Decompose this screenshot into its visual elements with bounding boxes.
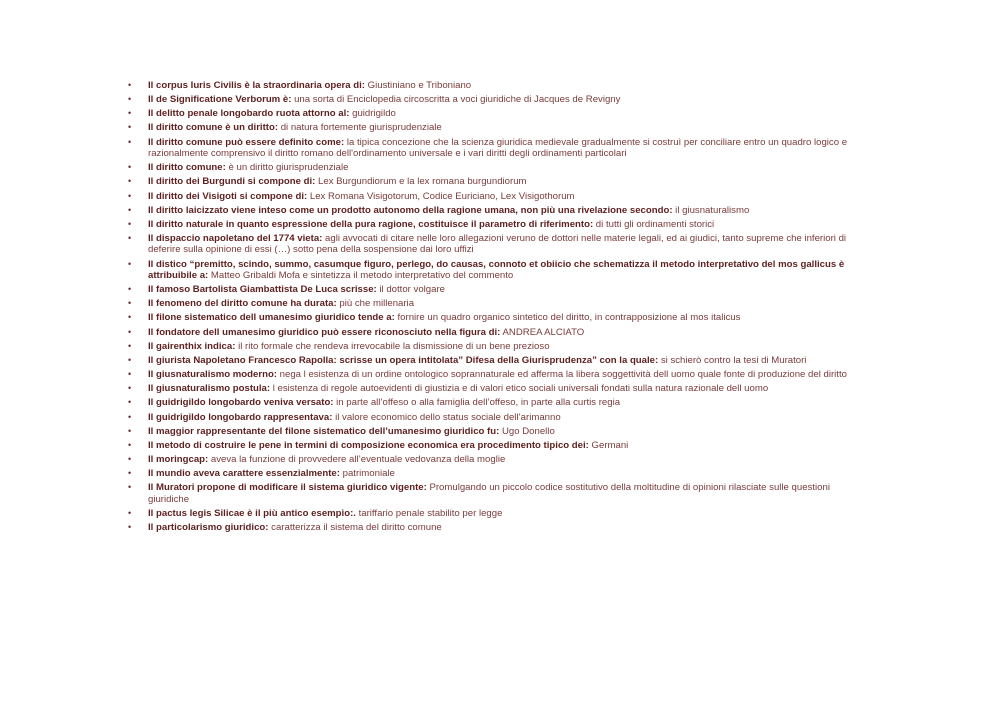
- list-item: [128, 191, 868, 202]
- list-item: [128, 482, 868, 505]
- item-text: [148, 482, 868, 505]
- bullet-icon: •: [128, 312, 132, 323]
- item-text: [148, 369, 868, 380]
- bullet-icon: •: [128, 507, 132, 518]
- item-definition: l esistenza di regole autoevidenti di giustizia e di valori etico sociali universali fondati sulla natura razionale dell uomo: [270, 383, 769, 395]
- list-item: [128, 383, 868, 394]
- bullet-icon: •: [128, 232, 132, 243]
- item-definition: Germani: [588, 439, 629, 451]
- item-definition: Lex Romana Visigotorum, Codice Euriciano, Lex Visigothorum: [307, 190, 575, 202]
- item-text: [148, 233, 868, 256]
- bullet-icon: •: [128, 108, 132, 119]
- list-item: [128, 205, 868, 216]
- list-item: [128, 219, 868, 230]
- item-term: Il diritto comune:: [148, 162, 226, 174]
- bullet-icon: •: [128, 411, 132, 422]
- item-text: [148, 205, 868, 216]
- bullet-icon: •: [128, 176, 132, 187]
- item-text: [148, 162, 868, 173]
- list-item: [128, 233, 868, 256]
- item-text: [148, 284, 868, 295]
- list-item: [128, 468, 868, 479]
- bullet-icon: •: [128, 482, 132, 493]
- item-text: [148, 426, 868, 437]
- item-text: [148, 94, 868, 105]
- item-text: [148, 397, 868, 408]
- item-definition: di tutti gli ordinamenti storici: [593, 218, 715, 230]
- item-definition: fornire un quadro organico sintetico del diritto, in contrapposizione al mos italicus: [394, 312, 741, 324]
- item-term: Il dispaccio napoletano del 1774 vieta:: [148, 232, 323, 244]
- list-item: [128, 284, 868, 295]
- item-term: Il particolarismo giuridico:: [148, 522, 269, 533]
- item-definition: la tipica concezione che la scienza giuridica medievale gradualmente si costruì per conciliare entro un quadro logico e razionalmente comprensivo il diritto romano dell'ordinamento universale e i vari diritti degli ordinamenti particolari: [148, 136, 848, 160]
- item-term: Il Muratori propone di modificare il sistema giuridico vigente:: [148, 482, 427, 494]
- item-text: [148, 312, 868, 323]
- bullet-icon: •: [128, 522, 132, 532]
- list-item: [128, 522, 868, 533]
- item-definition: una sorta di Enciclopedia circoscritta a voci giuridiche di Jacques de Revigny: [291, 94, 621, 106]
- bullet-icon: •: [128, 354, 132, 365]
- item-definition: Ugo Donello: [499, 425, 555, 437]
- item-term: Il metodo di costruire le pene in termini di composizione economica era procedimento tipico dei:: [148, 439, 589, 451]
- list-item: [128, 327, 868, 338]
- item-definition: il rito formale che rendeva irrevocabile la dismissione di un bene prezioso: [235, 340, 550, 352]
- item-text: [148, 108, 868, 119]
- list-item: [128, 412, 868, 423]
- item-text: [148, 522, 868, 533]
- item-term: Il famoso Bartolista Giambattista De Luca scrisse:: [148, 284, 377, 296]
- item-definition: il dottor volgare: [376, 284, 445, 296]
- item-definition: Giustiniano e Triboniano: [365, 80, 472, 91]
- item-definition: aveva la funzione di provvedere all’eventuale vedovanza della moglie: [208, 453, 506, 465]
- item-term: Il filone sistematico dell umanesimo giuridico tende a:: [148, 312, 395, 324]
- bullet-icon: •: [128, 468, 132, 479]
- list-item: [128, 94, 868, 105]
- list-item: [128, 341, 868, 352]
- bullet-icon: •: [128, 425, 132, 436]
- bullet-icon: •: [128, 94, 132, 105]
- list-item: [128, 454, 868, 465]
- item-definition: caratterizza il sistema del diritto comune: [268, 522, 442, 533]
- item-definition: Matteo Gribaldi Mofa e sintetizza il metodo interpretativo del commento: [208, 269, 514, 281]
- item-definition: il valore economico dello status sociale dell’arimanno: [332, 411, 561, 423]
- item-definition: è un diritto giurisprudenziale: [225, 162, 349, 174]
- bullet-icon: •: [128, 326, 132, 337]
- item-text: [148, 191, 868, 202]
- bullet-icon: •: [128, 284, 132, 295]
- item-term: Il giurista Napoletano Francesco Rapolla: scrisse un opera intitolata” Difesa della Giurisprudenza” con la quale:: [148, 354, 659, 366]
- bullet-icon: •: [128, 80, 132, 90]
- list-item: [128, 80, 868, 91]
- list-item: [128, 312, 868, 323]
- item-term: Il mundio aveva carattere essenzialmente:: [148, 468, 340, 480]
- item-term: Il delitto penale longobardo ruota attorno al:: [148, 108, 350, 120]
- item-term: Il diritto comune può essere definito come:: [148, 136, 345, 148]
- item-text: [148, 219, 868, 230]
- list-item: [128, 355, 868, 366]
- item-definition: più che millenaria: [336, 298, 415, 310]
- item-definition: Promulgando un piccolo codice sostitutivo della moltitudine di opinioni rilasciate sulle questioni giuridiche: [148, 482, 830, 505]
- bullet-icon: •: [128, 190, 132, 201]
- list-item: [128, 397, 868, 408]
- item-text: [148, 176, 868, 187]
- item-term: Il guidrigildo longobardo rappresentava:: [148, 411, 333, 423]
- bullet-icon: •: [128, 453, 132, 464]
- item-definition: patrimoniale: [339, 468, 395, 480]
- list-item: [128, 162, 868, 173]
- item-term: Il diritto naturale in quanto espressione della pura ragione, costituisce il parametro di riferimento:: [148, 218, 594, 230]
- bullet-icon: •: [128, 218, 132, 229]
- item-text: [148, 259, 868, 282]
- item-definition: in parte all’offeso o alla famiglia dell’offeso, in parte alla curtis regia: [333, 397, 621, 409]
- item-term: Il diritto dei Burgundi si compone di:: [148, 176, 316, 188]
- bullet-icon: •: [128, 258, 132, 269]
- list-item: [128, 122, 868, 133]
- list-item: [128, 108, 868, 119]
- bullet-icon: •: [128, 204, 132, 215]
- bullet-icon: •: [128, 122, 132, 133]
- item-term: Il diritto laicizzato viene inteso come un prodotto autonomo della ragione umana, non più una rivelazione secondo:: [148, 204, 673, 216]
- bullet-icon: •: [128, 136, 132, 147]
- item-definition: tariffario penale stabilito per legge: [355, 507, 503, 519]
- item-term: Il distico “premitto, scindo, summo, casumque figuro, perlego, do causas, connoto et obiicio che schematizza il metodo interpretativo del mos gallicus è attribuibile a:: [148, 258, 845, 281]
- definition-list: [128, 80, 868, 536]
- item-text: [148, 468, 868, 479]
- item-text: [148, 327, 868, 338]
- item-term: Il fondatore dell umanesimo giuridico può essere riconosciuto nella figura di:: [148, 326, 501, 338]
- item-text: [148, 298, 868, 309]
- item-term: Il moringcap:: [148, 453, 209, 465]
- list-item: [128, 259, 868, 282]
- bullet-icon: •: [128, 340, 132, 351]
- item-term: Il corpus Iuris Civilis è la straordinaria opera di:: [148, 80, 365, 91]
- item-term: Il giusnaturalismo moderno:: [148, 369, 277, 381]
- list-item: [128, 369, 868, 380]
- item-definition: nega l esistenza di un ordine ontologico soprannaturale ed afferma la libera soggettività dell uomo quale fonte di produzione del diritto: [277, 369, 847, 381]
- item-text: [148, 383, 868, 394]
- item-term: Il diritto dei Visigoti si compone di:: [148, 190, 308, 202]
- item-text: [148, 454, 868, 465]
- item-text: [148, 80, 868, 91]
- list-item: [128, 440, 868, 451]
- item-definition: si schierò contro la tesi di Muratori: [658, 354, 807, 366]
- item-text: [148, 412, 868, 423]
- item-text: [148, 355, 868, 366]
- item-term: Il pactus legis Silicae è il più antico esempio:.: [148, 507, 356, 519]
- item-term: Il giusnaturalismo postula:: [148, 383, 271, 395]
- bullet-icon: •: [128, 369, 132, 380]
- item-term: Il gairenthix indica:: [148, 340, 236, 352]
- item-text: [148, 508, 868, 519]
- bullet-icon: •: [128, 439, 132, 450]
- item-definition: agli avvocati di citare nelle loro allegazioni veruno de dottori nelle materie legali, ed ai giudici, tanto supreme che inferiori di deferire sulla opinione di essi (…) sotto pena della sospensione dai loro uffizi: [148, 232, 847, 256]
- list-item: [128, 137, 868, 160]
- bullet-icon: •: [128, 383, 132, 394]
- item-term: Il maggior rappresentante del filone sistematico dell’umanesimo giuridico fu:: [148, 425, 500, 437]
- list-item: [128, 426, 868, 437]
- item-definition: Lex Burgundiorum e la lex romana burgundiorum: [315, 176, 527, 188]
- list-item: [128, 508, 868, 519]
- item-definition: ANDREA ALCIATO: [500, 326, 585, 338]
- item-text: [148, 440, 868, 451]
- item-text: [148, 137, 868, 160]
- list-item: [128, 176, 868, 187]
- bullet-icon: •: [128, 162, 132, 173]
- item-term: Il fenomeno del diritto comune ha durata:: [148, 298, 337, 310]
- bullet-icon: •: [128, 298, 132, 309]
- item-text: [148, 122, 868, 133]
- item-term: Il de Significatione Verborum è:: [148, 94, 292, 106]
- item-definition: il giusnaturalismo: [672, 204, 750, 216]
- item-text: [148, 341, 868, 352]
- item-definition: guidrigildo: [349, 108, 396, 120]
- item-term: Il guidrigildo longobardo veniva versato:: [148, 397, 334, 409]
- item-term: Il diritto comune è un diritto:: [148, 122, 279, 134]
- list-item: [128, 298, 868, 309]
- item-definition: di natura fortemente giurisprudenziale: [278, 122, 442, 134]
- bullet-icon: •: [128, 397, 132, 408]
